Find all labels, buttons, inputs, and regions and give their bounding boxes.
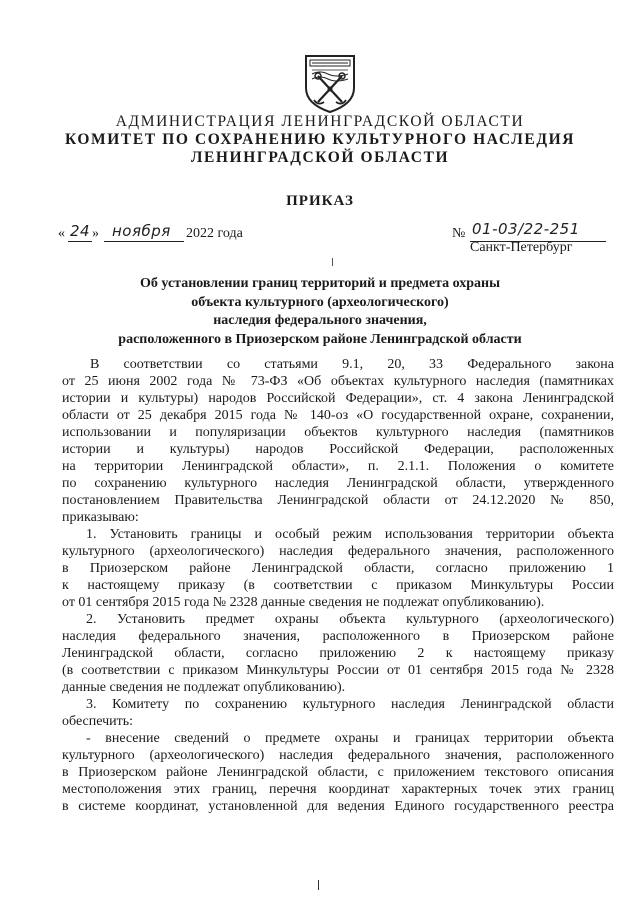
body-line: 1. Установить границы и особый режим использования территории объекта (86, 527, 614, 542)
date-month-underline (104, 241, 184, 242)
body-line: В соответствии со статьями 9.1, 20, 33 Федерального закона (90, 357, 614, 372)
document-title: ПРИКАЗ (286, 193, 354, 209)
subject-line: наследия федерального значения, (213, 313, 427, 328)
subject-line: расположенного в Приозерском районе Ленинградской области (118, 331, 522, 347)
body-line: к настоящему приказу (в соответствии с приказом Минкультуры России (62, 578, 614, 593)
subject-line: объекта культурного (археологического) (191, 294, 449, 310)
date-day-handwritten: 24 (70, 222, 91, 240)
body-line: от 01 сентября 2015 года № 2328 данные сведения не подлежат опубликованию). (62, 595, 545, 610)
body-line: обеспечить: (62, 714, 133, 729)
body-line: в системе координат, установленной для ведения Единого государственного реестра (62, 799, 614, 814)
body-line: по сохранению культурного наследия Ленинградской области, утвержденного (62, 476, 614, 491)
body-line: приказываю: (62, 510, 139, 525)
number-handwritten: 01-03/22-251 (472, 220, 580, 238)
coat-of-arms-icon (298, 52, 362, 114)
body-line: области от 25 декабря 2015 года № 140-оз «О государственной охране, сохранении, (62, 408, 614, 423)
order-subject (80, 275, 560, 349)
number-sign: № (452, 226, 466, 241)
body-line: местоположения этих границ, перечня координат характерных точек этих границ (62, 782, 614, 797)
body-line: данные сведения не подлежат опубликованию). (62, 680, 346, 695)
date-day-underline (68, 241, 92, 242)
city: Санкт-Петербург (470, 240, 573, 255)
body-line: наследия федерального значения, расположенного в Приозерском районе (62, 629, 614, 644)
date-close-quote: » (92, 226, 99, 241)
date-month-handwritten: ноября (112, 222, 171, 240)
committee-region: ЛЕНИНГРАДСКОЙ ОБЛАСТИ (190, 149, 450, 166)
organization-name: АДМИНИСТРАЦИЯ ЛЕНИНГРАДСКОЙ ОБЛАСТИ (115, 113, 525, 130)
body-line: от 25 июня 2002 года № 73-ФЗ «Об объектах культурного наследия (памятниках (62, 374, 614, 389)
order-date (58, 222, 288, 244)
body-line: 2. Установить предмет охраны объекта культурного (археологического) (86, 612, 614, 627)
body-line: в Приозерском районе Ленинградской области, с приложением текстового описания (62, 765, 614, 780)
body-line: на территории Ленинградской области», п. 2.1.1. Положения о комитете (62, 459, 614, 474)
date-open-quote: « (58, 226, 65, 241)
committee-name: КОМИТЕТ ПО СОХРАНЕНИЮ КУЛЬТУРНОГО НАСЛЕДИЯ (64, 131, 576, 148)
body-line: использовании и популяризации объектов культурного наследия (памятников (62, 425, 614, 440)
body-line: культурного (археологического) наследия федерального значения, расположенного (62, 544, 614, 559)
body-line: истории и культуры) народов Российской Федерации», ст. 4 закона Ленинградской (62, 391, 614, 406)
subject-line: Об установлении границ территорий и предмета охраны (139, 276, 501, 291)
body-line: постановлением Правительства Ленинградской области от 24.12.2020 № 850, (62, 493, 614, 508)
margin-tick (332, 258, 333, 266)
date-year: 2022 года (186, 226, 243, 241)
body-line: истории и культуры) народов Российской Федерации, расположенных (62, 442, 614, 457)
body-line: 3. Комитету по сохранению культурного наследия Ленинградской области (86, 697, 614, 712)
body-line: в Приозерском районе Ленинградской области, согласно приложению 1 (62, 561, 614, 576)
order-body (62, 356, 614, 815)
body-line: - внесение сведений о предмете охраны и границах территории объекта (86, 731, 614, 746)
body-line: культурного (археологического) наследия федерального значения, расположенного (62, 748, 614, 763)
body-line: Ленинградской области, согласно приложению 2 к настоящему приказу (62, 646, 614, 661)
page-fold-mark (318, 880, 319, 890)
body-line: (в соответствии с приказом Минкультуры России от 01 сентября 2015 года № 2328 (62, 663, 614, 678)
